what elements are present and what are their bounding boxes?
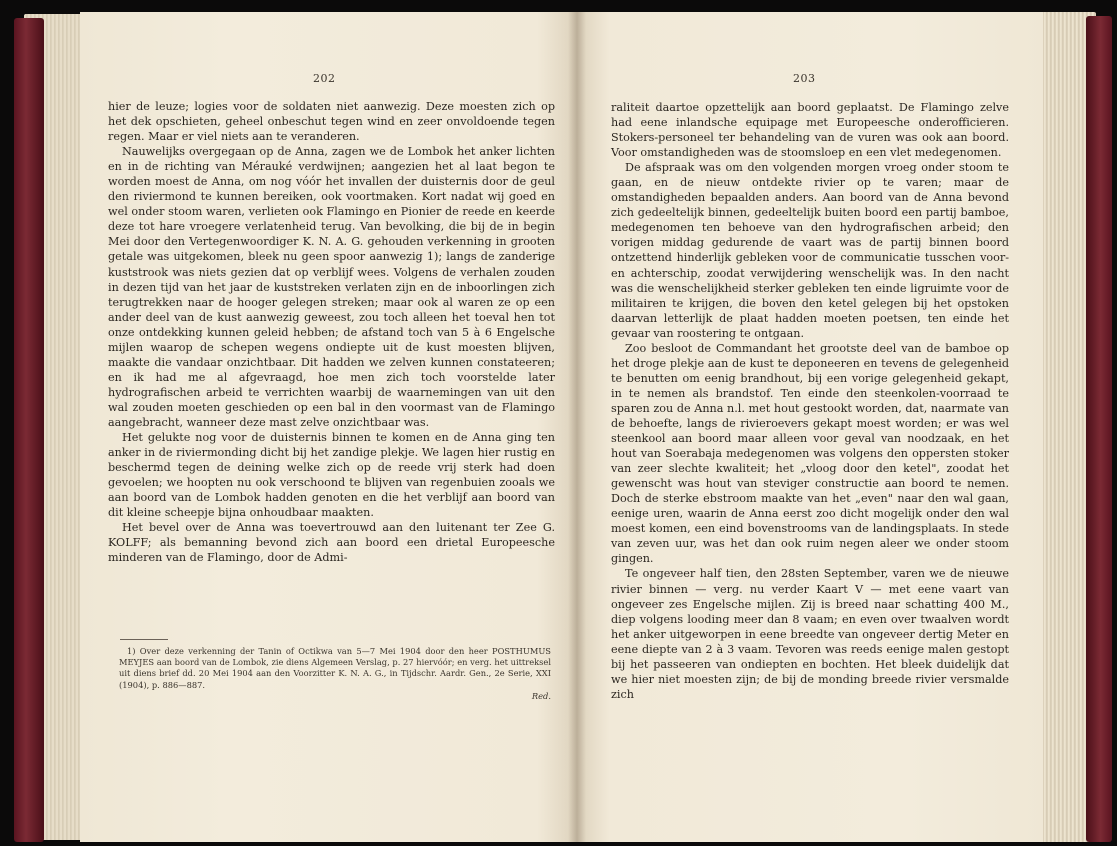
right-page-number: 203: [793, 72, 816, 85]
book-gutter: [568, 12, 586, 842]
paragraph: hier de leuze; logies voor de soldaten niet aanwezig. Deze moesten zich op het dek opschieten, geheel onbeschut tegen wind en zeer onvoldoende tegen regen. Maar er viel niets aan te veranderen.: [108, 100, 555, 144]
left-page-number: 202: [313, 72, 336, 85]
right-cover: [1086, 16, 1112, 842]
paragraph: Het bevel over de Anna was toevertrouwd aan den luitenant ter Zee G. KOLFF; als bemanning bevond zich aan boord een drietal Europeesche minderen van de Flamingo, door de Admi-: [108, 521, 555, 565]
paragraph: Zoo besloot de Commandant het grootste deel van de bamboe op het droge plekje aan de kust te deponeeren en tevens de gelegenheid te benutten om eenig brandhout, bij een vorige gelegenheid gekapt, in te nemen als brandstof. Ten einde den steenkolen-voorraad te sparen zou de Anna n.l. met hout gestookt worden, dat, naarmate van de behoefte, langs de rivieroevers gekapt moest worden; er was wel steenkool aan boord maar alleen voor geval van noodzaak, en het hout van Soerabaja medegenomen was volgens den oppersten stoker van zeer slechte kwaliteit; het „vloog door den ketel", zoodat het gewenscht was hout van steviger constructie aan boord te nemen. Doch de sterke ebstroom maakte van het „even" naar den wal gaan, eenige uren, waarin de Anna eerst zoo dicht mogelijk onder den wal moest komen, een eind bovenstrooms van de landingsplaats. In stede van zeven uur, was het dan ook ruim negen aleer we onder stoom gingen.: [611, 341, 1009, 566]
footnote-signature: Red.: [531, 690, 551, 701]
paragraph: raliteit daartoe opzettelijk aan boord geplaatst. De Flamingo zelve had eene inlandsche equipage met Europeesche onderofficieren. Stokers-personeel ter behandeling van de vuren was ook aan boord. Voor omstandigheden was de stoomsloep en een vlet medegenomen.: [611, 101, 1009, 160]
footnote-rule: [120, 639, 168, 640]
paragraph: De afspraak was om den volgenden morgen vroeg onder stoom te gaan, en de nieuw ontdekte rivier op te varen; maar de omstandigheden bepaalden anders. Aan boord van de Anna bevond zich gedeeltelijk binnen, gedeeltelijk buiten boord een partij bamboe, medegenomen ten behoeve van den hydrografischen arbeid; den vorigen middag gedurende de vaart was de partij binnen boord ontzettend hinderlijk gebleken voor de communicatie tusschen voor- en achterschip, zoodat verwijdering wenschelijk was. In den nacht was die wenschelijkheid sterker gebleken ten einde ligruimte voor de militairen te krijgen, die boven den ketel gelegen bij het opstoken daarvan letterlijk de plaat hadden moeten poetsen, ten einde het gevaar van roostering te ontgaan.: [611, 161, 1009, 340]
paragraph: Nauwelijks overgegaan op de Anna, zagen we de Lombok het anker lichten en in de richting van Mérauké verdwijnen; aangezien het al laat begon te worden moest de Anna, om nog vóór het invallen der duisternis door de geul den riviermond te kunnen bereiken, ook voortmaken. Kort nadat wij goed en wel onder stoom waren, verlieten ook Flamingo en Pionier de reede en keerde deze tot hare vroegere verlatenheid terug. Van bevolking, die bij de in begin Mei door den Vertegenwoordiger K. N. A. G. gehouden verkenning in grooten getale was uitgekomen, bleek nu geen spoor aanwezig 1); langs de zanderige kuststrook was niets gezien dat op verblijf wees. Volgens de verhalen zouden in dezen tijd van het jaar de kuststreken verlaten zijn en de inboorlingen zich terugtrekken naar de hooger gelegen streken; maar ook al waren ze op een ander deel van de kust aanwezig geweest, zou toch alleen het toeval hen tot onze ontdekking kunnen geleid hebben; de afstand toch van 5 à 6 Engelsche mijlen waarop de schepen wegens ondiepte uit de kust moesten blijven, maakte die vandaar onzichtbaar. Dit hadden we zelven kunnen constateeren; en ik had me al afgevraagd, hoe men zich toch voorstelde later hydrografischen arbeid te verrichten waarbij de waarnemingen van uit den wal zouden moeten geschieden op een bal in den voormast van de Flamingo aangebracht, wanneer deze mast zelve onzichtbaar was.: [108, 145, 555, 429]
right-page-body: [611, 100, 1009, 702]
paragraph: Te ongeveer half tien, den 28sten September, varen we de nieuwe rivier binnen — verg. nu verder Kaart V — met eene vaart van ongeveer zes Engelsche mijlen. Zij is breed naar schatting 400 M., diep volgens looding meer dan 8 vaam; en even over twaalven wordt het anker uitgeworpen in eene breedte van ongeveer dertig Meter en eene diepte van 2 à 3 vaam. Tevoren was reeds eenige malen gestopt bij het passeeren van ondiepten en bochten. Het bleek duidelijk dat we hier niet moesten zijn; de bij de monding breede rivier versmalde zich: [611, 567, 1009, 701]
footnote: [119, 646, 551, 702]
left-cover: [14, 18, 44, 842]
paragraph: Het gelukte nog voor de duisternis binnen te komen en de Anna ging ten anker in de riviermonding dicht bij het zandige plekje. We lagen hier rustig en beschermd tegen de deining welke zich op de reede vrij sterk had doen gevoelen; we hoopten nu ook verschoond te blijven van regenbuien zooals we aan boord van de Lombok hadden genoten en die het verblijf aan boord van dit kleine scheepje bijna onhoudbaar maakten.: [108, 431, 555, 520]
footnote-text: 1) Over deze verkenning der Tanin of Octikwa van 5—7 Mei 1904 door den heer POSTHUMUS MEYJES aan boord van de Lombok, zie diens Algemeen Verslag, p. 27 hiervóór; en verg. het uittreksel uit diens brief dd. 20 Mei 1904 aan den Voorzitter K. N. A. G., in Tijdschr. Aardr. Gen., 2e Serie, XXI (1904), p. 886—887.: [119, 646, 551, 690]
left-page-body: [108, 99, 555, 565]
